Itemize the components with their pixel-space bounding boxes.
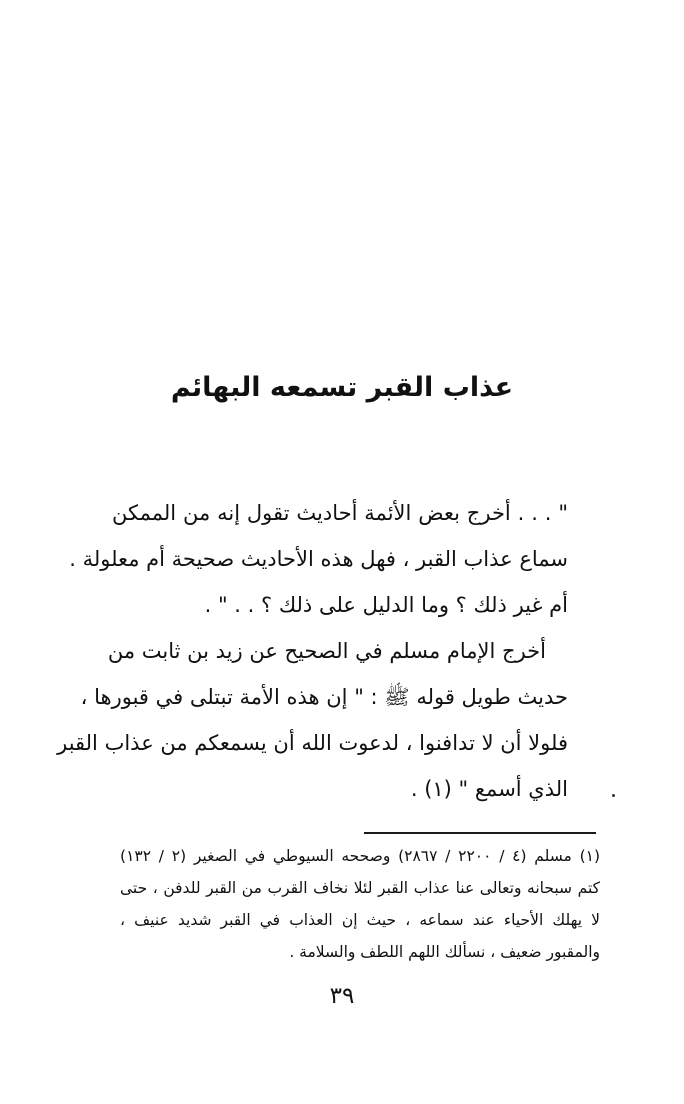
body-line: حديث طويل قوله ﷺ : " إن هذه الأمة تبتلى في قبورها ، bbox=[80, 685, 568, 709]
body-text bbox=[57, 490, 568, 812]
footnote-line: لا يهلك الأحياء عند سماعه ، حيث إن العذاب في القبر شديد عنيف ، bbox=[120, 911, 600, 929]
page-number: ٣٩ bbox=[329, 983, 355, 1009]
body-line: أم غير ذلك ؟ وما الدليل على ذلك ؟ . . " . bbox=[204, 593, 568, 617]
margin-dot bbox=[612, 794, 615, 797]
body-line: أخرج الإمام مسلم في الصحيح عن زيد بن ثابت من bbox=[107, 639, 546, 663]
footnote-line: والمقبور ضعيف ، نسألك اللهم اللطف والسلامة . bbox=[289, 943, 600, 961]
chapter-title: عذاب القبر تسمعه البهائم bbox=[170, 372, 514, 403]
body-line: فلولا أن لا تدافنوا ، لدعوت الله أن يسمعكم من عذاب القبر bbox=[57, 731, 568, 755]
footnotes bbox=[120, 840, 600, 968]
footnote-line: كتم سبحانه وتعالى عنا عذاب القبر لئلا نخاف القرب من القبر للدفن ، حتى bbox=[120, 879, 600, 897]
footnote-line: (١) مسلم (٤ / ٢٢٠٠ / ٢٨٦٧) وصححه السيوطي في الصغير (٢ / ١٣٢) bbox=[120, 847, 601, 865]
body-line: سماع عذاب القبر ، فهل هذه الأحاديث صحيحة أم معلولة . bbox=[69, 547, 568, 571]
footnote-divider bbox=[364, 832, 596, 834]
body-line: " . . . أخرج بعض الأئمة أحاديث تقول إنه من الممكن bbox=[112, 501, 568, 525]
body-line: الذي أسمع " (١) . bbox=[410, 777, 568, 801]
